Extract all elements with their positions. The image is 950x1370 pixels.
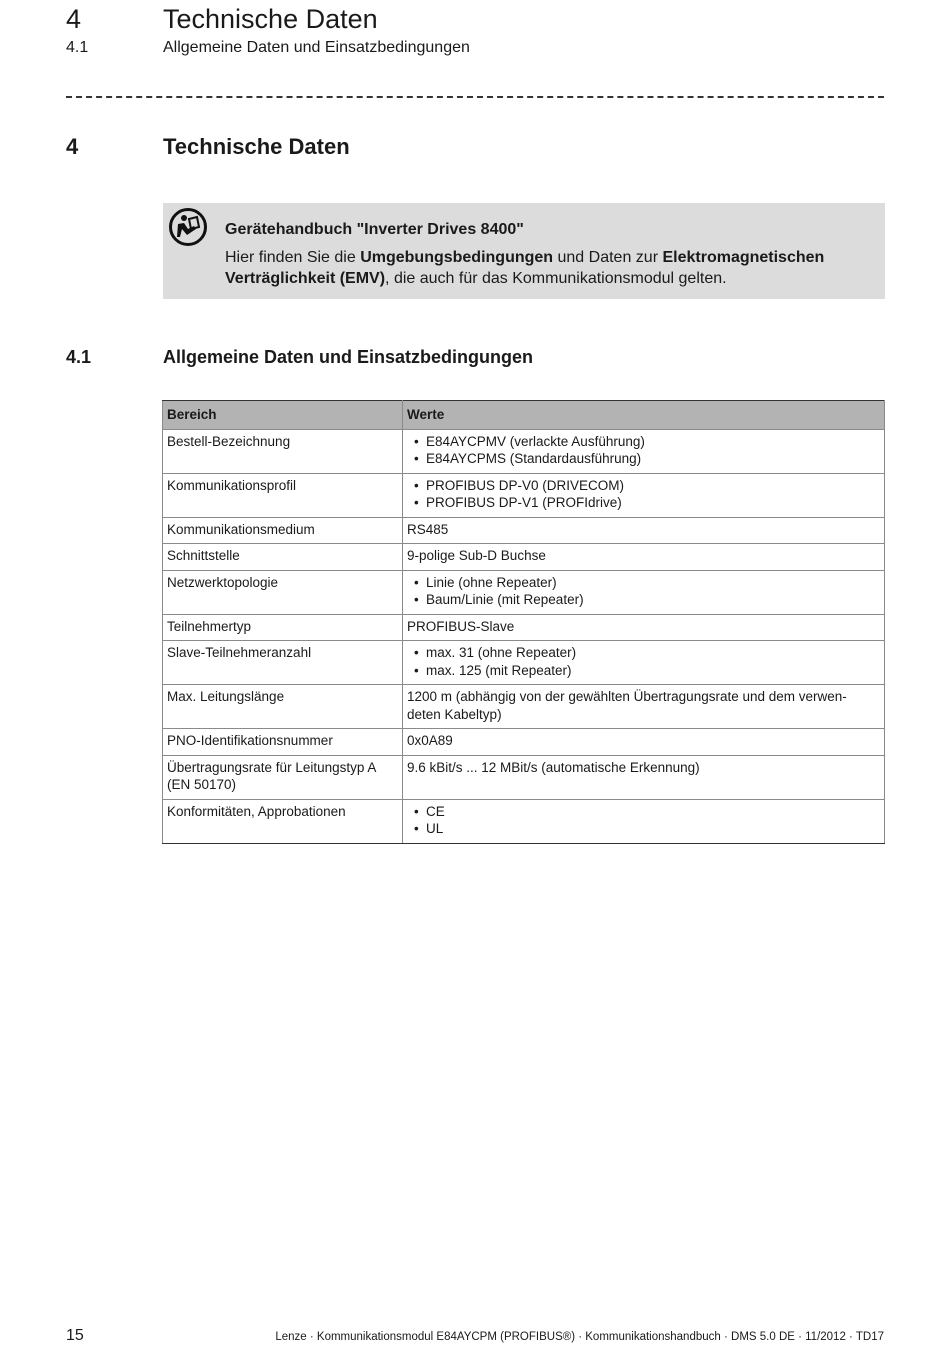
table-row <box>163 429 885 473</box>
row-label: Max. Leitungslänge <box>163 685 403 729</box>
table-row <box>163 755 885 799</box>
table-row <box>163 517 885 544</box>
column-header-bereich: Bereich <box>163 401 403 430</box>
bullet-item: • UL <box>407 820 879 838</box>
note-title: Gerätehandbuch "Inverter Drives 8400" <box>225 221 524 238</box>
row-label: Kommunikationsmedium <box>163 517 403 544</box>
footer-document-info: Lenze · Kommunikationsmodul E84AYCPM (PROFIBUS®) · Kommunikationshandbuch · DMS 5.0 DE · 11/2012 · TD17 <box>275 1331 884 1343</box>
bullet-item: • PROFIBUS DP-V1 (PROFIdrive) <box>407 494 879 512</box>
note-bold-term: Umgebungsbedingungen <box>360 249 554 266</box>
note-text-part: , die auch für das Kommunikationsmodul gelten. <box>385 270 727 287</box>
row-label: PNO-Identifikationsnummer <box>163 729 403 756</box>
bullet-item: • max. 31 (ohne Repeater) <box>407 644 879 662</box>
value-bullet-list <box>407 644 879 679</box>
row-label: Netzwerktopologie <box>163 570 403 614</box>
row-value: 9.6 kBit/s ... 12 MBit/s (automatische Erkennung) <box>403 755 885 799</box>
row-value: 0x0A89 <box>403 729 885 756</box>
bullet-item: • max. 125 (mit Repeater) <box>407 662 879 680</box>
row-label: Übertragungsrate für Leitungstyp A (EN 50170) <box>163 755 403 799</box>
column-header-werte: Werte <box>403 401 885 430</box>
table-row <box>163 473 885 517</box>
header-dashed-divider <box>66 96 884 98</box>
bullet-item: • E84AYCPMV (verlackte Ausführung) <box>407 433 879 451</box>
row-value <box>403 570 885 614</box>
table-row <box>163 614 885 641</box>
running-header-chapter-number: 4 <box>66 4 82 34</box>
section-number: 4.1 <box>66 347 92 367</box>
bullet-item: • Baum/Linie (mit Repeater) <box>407 591 879 609</box>
row-label: Schnittstelle <box>163 544 403 571</box>
row-value: RS485 <box>403 517 885 544</box>
bullet-item: • E84AYCPMS (Standardausführung) <box>407 450 879 468</box>
chapter-number: 4 <box>66 134 79 159</box>
page-number: 15 <box>66 1327 84 1344</box>
note-text <box>225 247 865 289</box>
table-row <box>163 570 885 614</box>
value-bullet-list <box>407 477 879 512</box>
row-value: PROFIBUS-Slave <box>403 614 885 641</box>
running-header-chapter-title: Technische Daten <box>163 4 378 34</box>
row-label: Bestell-Bezeichnung <box>163 429 403 473</box>
bullet-item: • CE <box>407 803 879 821</box>
general-data-table <box>162 400 885 844</box>
row-label: Slave-Teilnehmeranzahl <box>163 641 403 685</box>
row-label: Teilnehmertyp <box>163 614 403 641</box>
running-header-section-title: Allgemeine Daten und Einsatzbedingungen <box>163 39 470 56</box>
table-row <box>163 641 885 685</box>
row-value <box>403 799 885 843</box>
table-row <box>163 544 885 571</box>
section-title: Allgemeine Daten und Einsatzbedingungen <box>163 347 534 367</box>
row-value: 1200 m (abhängig von der gewählten Übertragungsrate und dem verwen-deten Kabeltyp) <box>403 685 885 729</box>
table-row <box>163 685 885 729</box>
row-label: Kommunikationsprofil <box>163 473 403 517</box>
manual-reader-icon <box>168 207 208 247</box>
row-value <box>403 473 885 517</box>
value-bullet-list <box>407 433 879 468</box>
chapter-title: Technische Daten <box>163 134 350 159</box>
note-text-part: und Daten zur <box>553 249 663 266</box>
note-text-part: Hier finden Sie die <box>225 249 361 266</box>
note-bold-term: Elektromagnetischen Verträglichkeit (EMV) <box>225 249 825 287</box>
bullet-item: • Linie (ohne Repeater) <box>407 574 879 592</box>
table-body <box>163 429 885 843</box>
row-value: 9-polige Sub-D Buchse <box>403 544 885 571</box>
table-row <box>163 729 885 756</box>
running-header-section-number: 4.1 <box>66 39 89 56</box>
table-row <box>163 799 885 843</box>
reference-note-box <box>163 203 885 299</box>
bullet-item: • PROFIBUS DP-V0 (DRIVECOM) <box>407 477 879 495</box>
row-value <box>403 641 885 685</box>
row-value <box>403 429 885 473</box>
value-bullet-list <box>407 574 879 609</box>
value-bullet-list <box>407 803 879 838</box>
table-header-row <box>163 401 885 430</box>
row-label: Konformitäten, Approbationen <box>163 799 403 843</box>
